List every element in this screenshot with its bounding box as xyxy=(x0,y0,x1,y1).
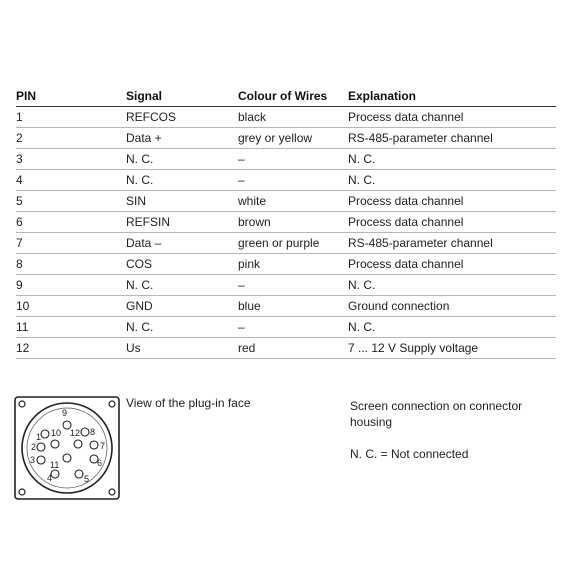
cell-wire-colour: green or purple xyxy=(238,233,348,254)
cell-wire-colour: – xyxy=(238,170,348,191)
cell-wire-colour: white xyxy=(238,191,348,212)
cell-signal: SIN xyxy=(126,191,238,212)
header-wire-colour: Colour of Wires xyxy=(238,86,348,107)
cell-pin: 11 xyxy=(16,317,126,338)
connector-pin-hole xyxy=(51,440,59,448)
screen-connection-note: Screen connection on connector housing xyxy=(350,399,523,429)
cell-pin: 5 xyxy=(16,191,126,212)
connector-pin-hole xyxy=(75,470,83,478)
cell-pin: 1 xyxy=(16,107,126,128)
connector-pin-hole xyxy=(63,454,71,462)
mounting-hole-icon xyxy=(19,489,25,495)
cell-pin: 2 xyxy=(16,128,126,149)
cell-wire-colour: grey or yellow xyxy=(238,128,348,149)
pin-assignment-table xyxy=(16,86,556,359)
cell-wire-colour: red xyxy=(238,338,348,359)
cell-explanation: N. C. xyxy=(348,149,556,170)
table-row xyxy=(16,233,556,254)
cell-explanation: Process data channel xyxy=(348,107,556,128)
cell-signal: Data + xyxy=(126,128,238,149)
cell-explanation: N. C. xyxy=(348,317,556,338)
header-signal: Signal xyxy=(126,86,238,107)
cell-wire-colour: black xyxy=(238,107,348,128)
pin-label: 4 xyxy=(47,473,53,483)
pin-label: 9 xyxy=(62,408,68,418)
cell-explanation: Process data channel xyxy=(348,212,556,233)
cell-wire-colour: – xyxy=(238,317,348,338)
pin-label: 6 xyxy=(97,458,103,468)
connector-pin-hole xyxy=(51,470,59,478)
table-header-row xyxy=(16,86,556,107)
cell-pin: 9 xyxy=(16,275,126,296)
connector-pin-hole xyxy=(41,430,49,438)
connector-inner-ring xyxy=(27,408,107,488)
pin-label: 11 xyxy=(50,460,60,470)
cell-signal: N. C. xyxy=(126,149,238,170)
cell-explanation: Ground connection xyxy=(348,296,556,317)
header-pin: PIN xyxy=(16,86,126,107)
table-row xyxy=(16,107,556,128)
cell-wire-colour: pink xyxy=(238,254,348,275)
cell-pin: 3 xyxy=(16,149,126,170)
table-row xyxy=(16,254,556,275)
connector-pin-hole xyxy=(37,443,45,451)
cell-explanation: 7 ... 12 V Supply voltage xyxy=(348,338,556,359)
table-row xyxy=(16,128,556,149)
cell-pin: 12 xyxy=(16,338,126,359)
connector-pin-hole xyxy=(81,428,89,436)
cell-signal: N. C. xyxy=(126,317,238,338)
cell-wire-colour: brown xyxy=(238,212,348,233)
table-row xyxy=(16,317,556,338)
pin-label: 1 xyxy=(36,432,42,442)
cell-wire-colour: – xyxy=(238,149,348,170)
cell-pin: 4 xyxy=(16,170,126,191)
table-row xyxy=(16,212,556,233)
table-row xyxy=(16,149,556,170)
mounting-hole-icon xyxy=(19,401,25,407)
cell-signal: GND xyxy=(126,296,238,317)
header-explanation: Explanation xyxy=(348,86,556,107)
cell-pin: 7 xyxy=(16,233,126,254)
cell-explanation: Process data channel xyxy=(348,254,556,275)
not-connected-legend: N. C. = Not connected xyxy=(350,447,469,461)
mounting-hole-icon xyxy=(109,489,115,495)
connector-pin-hole xyxy=(37,456,45,464)
pin-label: 2 xyxy=(31,442,37,452)
cell-wire-colour: – xyxy=(238,275,348,296)
table-row xyxy=(16,296,556,317)
table-row xyxy=(16,170,556,191)
cell-pin: 6 xyxy=(16,212,126,233)
cell-signal: REFSIN xyxy=(126,212,238,233)
cell-signal: Us xyxy=(126,338,238,359)
connector-plug-face-diagram xyxy=(14,396,120,500)
cell-wire-colour: blue xyxy=(238,296,348,317)
pin-label: 8 xyxy=(90,427,96,437)
cell-explanation: Process data channel xyxy=(348,191,556,212)
pin-label: 12 xyxy=(70,428,81,438)
cell-pin: 10 xyxy=(16,296,126,317)
cell-signal: N. C. xyxy=(126,170,238,191)
cell-pin: 8 xyxy=(16,254,126,275)
plug-face-caption: View of the plug-in face xyxy=(126,396,251,410)
table-row xyxy=(16,275,556,296)
pin-label: 3 xyxy=(30,455,36,465)
cell-explanation: N. C. xyxy=(348,170,556,191)
cell-signal: COS xyxy=(126,254,238,275)
cell-explanation: RS-485-parameter channel xyxy=(348,128,556,149)
table-row xyxy=(16,338,556,359)
pin-label: 10 xyxy=(51,428,62,438)
connector-pin-hole xyxy=(90,441,98,449)
cell-signal: Data – xyxy=(126,233,238,254)
pin-label: 5 xyxy=(84,474,90,484)
cell-explanation: RS-485-parameter channel xyxy=(348,233,556,254)
table-row xyxy=(16,191,556,212)
pin-label: 7 xyxy=(100,441,106,451)
mounting-hole-icon xyxy=(109,401,115,407)
cell-signal: N. C. xyxy=(126,275,238,296)
cell-explanation: N. C. xyxy=(348,275,556,296)
connector-pin-hole xyxy=(74,440,82,448)
cell-signal: REFCOS xyxy=(126,107,238,128)
